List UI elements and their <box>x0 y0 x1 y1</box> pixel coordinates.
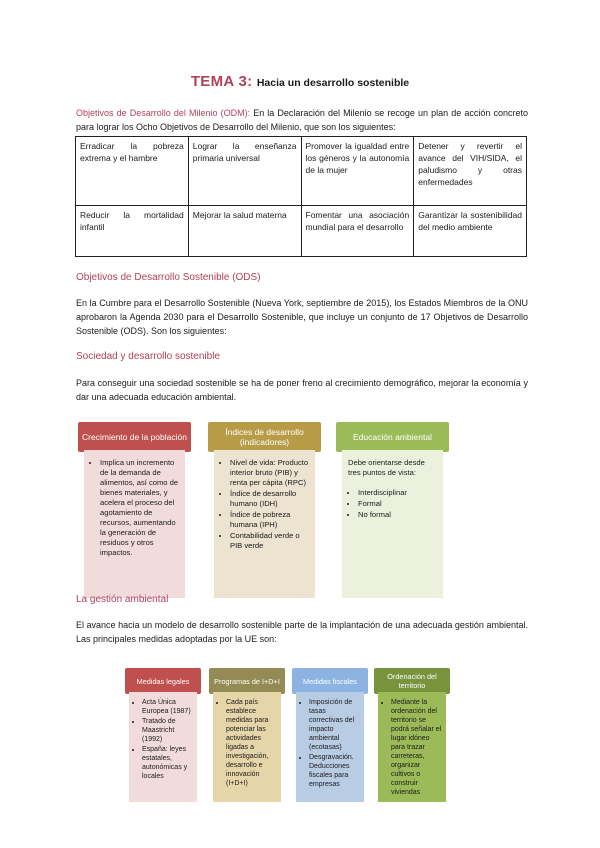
odm-intro-text: En la Declaración del Milenio se recoge un plan de acción concreto para lograr los Ocho Objetivos de Desarrollo del Milenio, que son los siguientes: <box>76 108 528 132</box>
box-programas-title: Programas de I+D+I <box>209 668 285 694</box>
ods-heading: Objetivos de Desarrollo Sostenible (ODS) <box>76 272 261 283</box>
title-main: TEMA 3: <box>190 73 253 90</box>
list-item: • España: leyes estatales, autonómicas y locales <box>142 745 193 781</box>
box-educacion-body <box>342 450 443 598</box>
box-medidas-legales-title: Medidas legales <box>125 668 201 694</box>
box-educacion-title: Educación ambiental <box>336 422 449 452</box>
table-cell: Lograr la enseñanza primaria universal <box>188 137 301 206</box>
list-item: • Índice de desarrollo humano (IDH) <box>230 489 309 509</box>
list-item: • Nivel de vida: Producto interior bruto (PIB) y renta per cápita (RPC) <box>230 458 309 488</box>
box-medidas-legales <box>125 668 201 802</box>
list-item: • No formal <box>358 510 437 520</box>
table-cell: Detener y revertir el avance del VIH/SIDA, el paludismo y otras enfermedades <box>414 137 527 206</box>
gestion-text: El avance hacia un modelo de desarrollo sostenible parte de la implantación de una adecuada gestión ambiental. Las principales medidas adoptadas por la UE son: <box>76 620 528 644</box>
box-crecimiento-body <box>84 450 185 598</box>
sociedad-text: Para conseguir una sociedad sostenible se ha de poner freno al crecimiento demográfico, mejorar la economía y dar una adecuada educación ambiental. <box>76 378 528 402</box>
list-item: • Interdisciplinar <box>358 488 437 498</box>
list-item: • Desgravación. Deducciones fiscales para empresas <box>309 753 360 789</box>
box-educacion-intro: Debe orientarse desde tres puntos de vista: <box>348 458 425 477</box>
list-item: • Tratado de Maastricht (1992) <box>142 717 193 744</box>
ods-text: En la Cumbre para el Desarrollo Sostenible (Nueva York, septiembre de 2015), los Estados Miembros de la ONU aprobaron la Agenda 2030 para el Desarrollo Sostenible, que incluye un conjunto de 17 Objetivos de Desarrollo Sostenible (ODS). Son los siguientes: <box>76 298 528 336</box>
gestion-heading: La gestión ambiental <box>76 594 169 605</box>
odm-table <box>75 136 527 257</box>
table-cell: Reducir la mortalidad infantil <box>76 206 189 257</box>
table-row <box>76 206 527 257</box>
box-indices <box>208 422 321 598</box>
box-crecimiento-title: Crecimiento de la población <box>78 422 191 452</box>
title-sub: Hacia un desarrollo sostenible <box>256 77 410 89</box>
box-ordenacion-body <box>378 692 446 802</box>
list-item: • Formal <box>358 499 437 509</box>
box-educacion <box>336 422 449 598</box>
odm-intro-label: Objetivos de Desarrollo del Milenio (ODM): <box>76 108 251 118</box>
list-item: • Acta Única Europea (1987) <box>142 698 193 716</box>
box-medidas-legales-body <box>129 692 197 802</box>
table-cell: Promover la igualdad entre los géneros y la autonomía de la mujer <box>301 137 414 206</box>
box-ordenacion-title: Ordenación del territorio <box>374 668 450 694</box>
list-item: • Mediante la ordenación del territorio se podrá señalar el lugar idóneo para trazar carreteras, organizar cultivos o construir viviendas <box>391 698 442 797</box>
box-crecimiento <box>78 422 191 598</box>
list-item: • Índice de pobreza humana (IPH) <box>230 510 309 530</box>
list-item: • Imposición de tasas correctivas del impacto ambiental (ecotasas) <box>309 698 360 752</box>
table-cell: Mejorar la salud materna <box>188 206 301 257</box>
table-cell: Erradicar la pobreza extrema y el hambre <box>76 137 189 206</box>
sociedad-heading: Sociedad y desarrollo sostenible <box>76 351 220 362</box>
table-row <box>76 137 527 206</box>
table-cell: Garantizar la sostenibilidad del medio ambiente <box>414 206 527 257</box>
box-ordenacion <box>374 668 450 802</box>
box-indices-body <box>214 450 315 598</box>
list-item: • Implica un incremento de la demanda de alimentos, así como de bienes materiales, y acelera el proceso del agotamiento de recursos, aumentando la generación de residuos y otros impactos. <box>100 458 179 558</box>
box-programas <box>209 668 285 802</box>
box-medidas-fiscales-title: Medidas fiscales <box>292 668 368 694</box>
odm-intro <box>76 106 528 134</box>
list-item: • Cada país establece medidas para potenciar las actividades ligadas a investigación, desarrollo e innovación (I+D+I) <box>226 698 277 788</box>
page-title <box>0 73 600 91</box>
box-medidas-fiscales <box>292 668 368 802</box>
box-medidas-fiscales-body <box>296 692 364 802</box>
list-item: • Contabilidad verde o PIB verde <box>230 531 309 551</box>
box-programas-body <box>213 692 281 802</box>
table-cell: Fomentar una asociación mundial para el desarrollo <box>301 206 414 257</box>
box-indices-title: Índices de desarrollo (indicadores) <box>208 422 321 452</box>
